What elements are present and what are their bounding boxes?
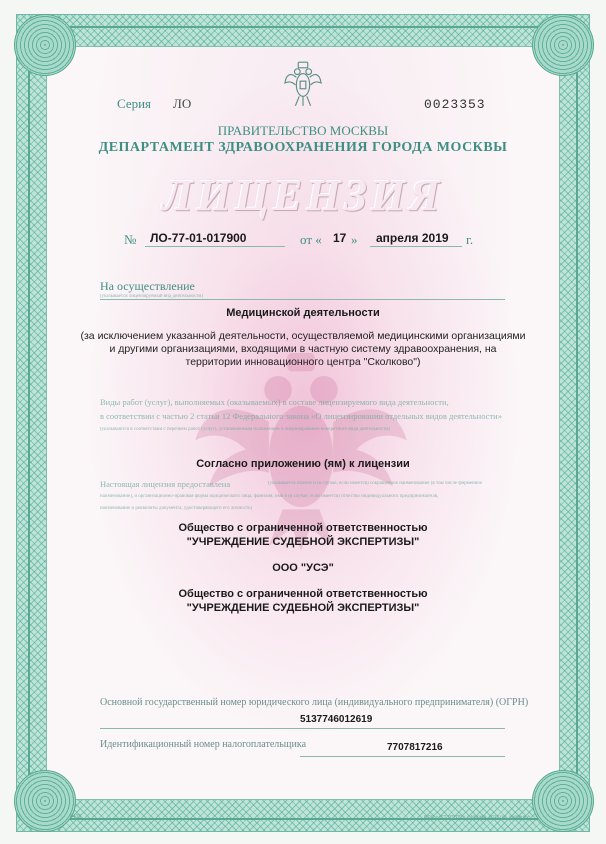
corner-rosette-icon <box>532 770 594 832</box>
serial-number: 0023353 <box>424 97 486 112</box>
ogrn-label: Основной государственный номер юридического лица (индивидуального предпринимателя) (ОГРН) <box>100 697 529 708</box>
series-label: Серия <box>117 96 152 111</box>
form-code: 4405 <box>70 814 82 820</box>
number-underline <box>145 246 285 247</box>
license-day: 17 <box>333 231 347 245</box>
corner-rosette-icon <box>532 14 594 76</box>
license-title: ЛИЦЕНЗИЯ <box>162 171 444 220</box>
license-number: ЛО-77-01-017900 <box>150 231 247 245</box>
works-hint: (указываются в соответствии с перечнем работ (услуг), установленным положением о лицензировании конкретного вида деятельности) <box>100 427 390 432</box>
issued-hint-1: (указывается полное и (в случае, если имеется) сокращенное наименование (в том числе фирменное <box>268 481 483 486</box>
number-label: № <box>124 232 137 247</box>
series-value: ЛО <box>173 96 192 111</box>
date-from-label: от « <box>300 232 322 247</box>
org-short-name: ООО "УСЭ" <box>272 562 334 574</box>
org-name-line-2: "УЧРЕЖДЕНИЕ СУДЕБНОЙ ЭКСПЕРТИЗЫ" <box>186 536 420 548</box>
activity-label: На осуществление <box>100 279 195 293</box>
inn-underline <box>300 756 505 757</box>
activity-underline <box>100 299 505 300</box>
works-value: Согласно приложению (ям) к лицензии <box>196 458 410 470</box>
activity-note-line-1: (за исключением указанной деятельности, осуществляемой медицинскими организациями <box>80 330 526 342</box>
activity-hint: (указывается лицензируемый вид деятельности) <box>100 294 203 299</box>
inn-label: Идентификационный номер налогоплательщика <box>100 739 307 750</box>
day-close-quote: » <box>351 232 358 247</box>
department-title: ДЕПАРТАМЕНТ ЗДРАВООХРАНЕНИЯ ГОРОДА МОСКВЫ <box>98 140 508 155</box>
ogrn-value: 5137746012619 <box>300 714 373 725</box>
coat-of-arms-icon <box>284 60 322 108</box>
issued-hint-2: наименование), и организационно-правовая форма юридического лица, фамилия, имя и (в случае, если имеется) отчество индивидуального предпринимателя, <box>100 494 439 499</box>
year-suffix: г. <box>466 232 474 247</box>
government-title: ПРАВИТЕЛЬСТВО МОСКВЫ <box>217 123 389 138</box>
inn-value: 7707817216 <box>387 742 443 753</box>
corner-rosette-icon <box>14 14 76 76</box>
issued-hint-3: наименование и реквизиты документа, удостоверяющего его личность) <box>100 506 253 511</box>
corner-rosette-icon <box>14 770 76 832</box>
printer-info: ООО «АГТ ГРУПП», г. Москва, 2017 год, уровень А <box>424 814 531 819</box>
org2-name-line-1: Общество с ограниченной ответственностью <box>178 588 428 600</box>
date-underline <box>370 246 462 247</box>
org-name-line-1: Общество с ограниченной ответственностью <box>178 522 428 534</box>
activity-note-line-2: и другими организациями, входящими в частную систему здравоохранения, на <box>109 343 497 355</box>
ogrn-underline <box>100 728 505 729</box>
org2-name-line-2: "УЧРЕЖДЕНИЕ СУДЕБНОЙ ЭКСПЕРТИЗЫ" <box>186 602 420 614</box>
activity-name: Медицинской деятельности <box>226 307 380 319</box>
activity-note-line-3: территории инновационного центра "Сколково") <box>185 356 421 368</box>
works-line-1: Виды работ (услуг), выполняемых (оказываемых) в составе лицензируемого вида деятельности, <box>100 397 449 407</box>
works-line-2: в соответствии с частью 2 статьи 12 Федерального закона «О лицензировании отдельных видов деятельности» <box>100 411 502 421</box>
license-month-year: апреля 2019 <box>376 231 449 245</box>
issued-label: Настоящая лицензия предоставлена <box>100 479 231 489</box>
